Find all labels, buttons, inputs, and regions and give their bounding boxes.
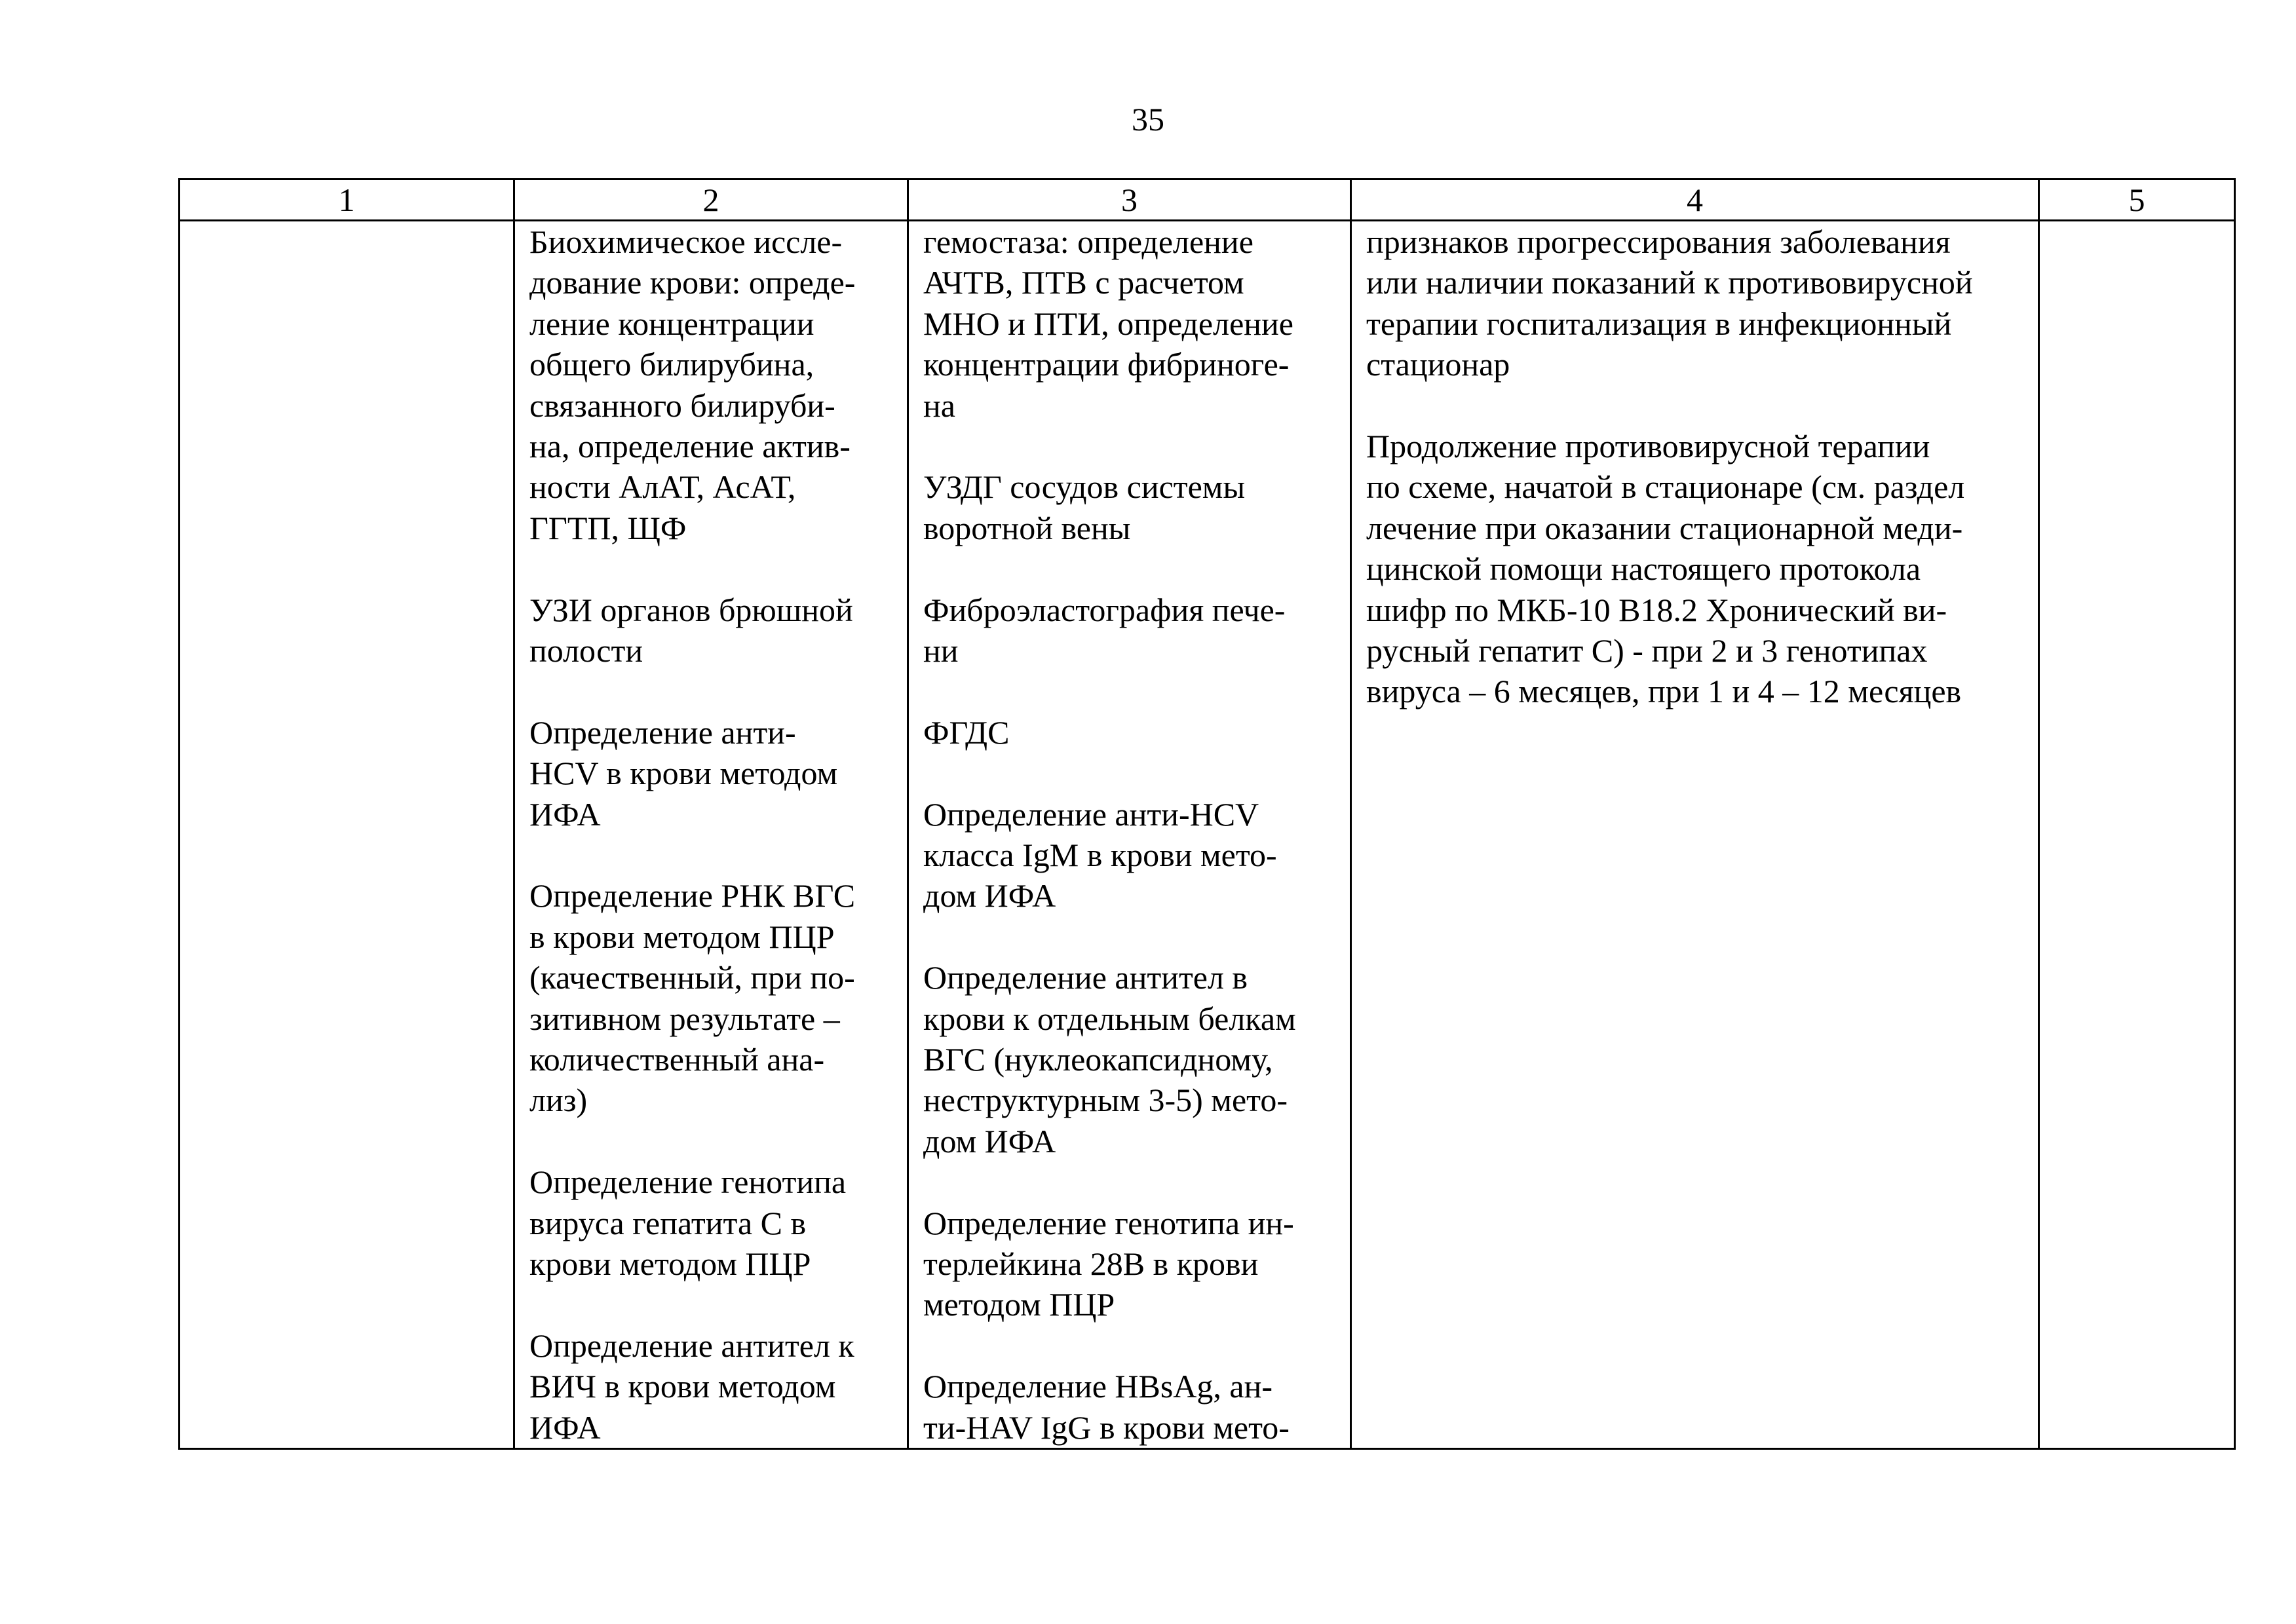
cell-text-line: УЗДГ сосудов системы bbox=[923, 468, 1246, 506]
cell-text-line: количественный ана- bbox=[529, 1041, 825, 1078]
cell-paragraph bbox=[923, 957, 1337, 1161]
cell-paragraph bbox=[529, 221, 894, 548]
cell-text-line: ти-HAV IgG в крови мето- bbox=[923, 1408, 1290, 1446]
cell-text-line: методом ПЦР bbox=[923, 1286, 1115, 1323]
cell-text-line: на, определение актив- bbox=[529, 428, 851, 465]
cell-text-line: гемостаза: определение bbox=[923, 223, 1253, 260]
cell-col-5 bbox=[2039, 221, 2235, 1449]
cell-text-line: Продолжение противовирусной терапии bbox=[1366, 428, 1930, 465]
cell-col-3 bbox=[908, 221, 1351, 1449]
cell-paragraph bbox=[923, 712, 1337, 753]
cell-text-line: УЗИ органов брюшной bbox=[529, 591, 853, 628]
cell-text-line: русный гепатит С) - при 2 и 3 генотипах bbox=[1366, 632, 1928, 670]
cell-text-line: HCV в крови методом bbox=[529, 755, 838, 792]
cell-text-line: связанного билируби- bbox=[529, 387, 835, 424]
cell-text-line: дование крови: опреде- bbox=[529, 264, 856, 301]
cell-text-line: воротной вены bbox=[923, 509, 1131, 546]
cell-paragraph bbox=[923, 221, 1337, 426]
cell-text-line: вируса – 6 месяцев, при 1 и 4 – 12 месяцев bbox=[1366, 673, 1962, 710]
cell-text-line: признаков прогрессирования заболевания bbox=[1366, 223, 1951, 260]
cell-text-line: ление концентрации bbox=[529, 305, 814, 342]
cell-paragraph bbox=[529, 590, 894, 671]
column-header-5: 5 bbox=[2039, 179, 2235, 221]
cell-col-1 bbox=[180, 221, 514, 1449]
cell-text-line: ИФА bbox=[529, 1408, 601, 1446]
cell-text-line: ИФА bbox=[529, 795, 601, 833]
column-header-1: 1 bbox=[180, 179, 514, 221]
cell-text-line: лиз) bbox=[529, 1082, 588, 1119]
cell-text-line: Биохимическое иссле- bbox=[529, 223, 843, 260]
cell-paragraph bbox=[1366, 221, 2025, 385]
cell-paragraph bbox=[529, 712, 894, 835]
cell-text-line: шифр по МКБ-10 В18.2 Хронический ви- bbox=[1366, 591, 1947, 628]
cell-text-line: лечение при оказании стационарной меди- bbox=[1366, 509, 1963, 546]
cell-text-line: терапии госпитализация в инфекционный bbox=[1366, 305, 1952, 342]
cell-paragraph bbox=[923, 590, 1337, 671]
cell-text-line: ности АлАТ, АсАТ, bbox=[529, 468, 796, 506]
cell-text-line: ГГТП, ЩФ bbox=[529, 509, 687, 546]
cell-text-line: стационар bbox=[1366, 346, 1510, 383]
cell-text-line: концентрации фибриноге- bbox=[923, 346, 1290, 383]
cell-text-line: Определение HBsAg, ан- bbox=[923, 1368, 1273, 1405]
cell-paragraph bbox=[923, 1366, 1337, 1448]
cell-text-line: Определение генотипа ин- bbox=[923, 1204, 1294, 1241]
cell-text-line: или наличии показаний к противовирусной bbox=[1366, 264, 1973, 301]
cell-paragraph bbox=[923, 1203, 1337, 1325]
cell-text-line: дом ИФА bbox=[923, 1122, 1056, 1160]
cell-text-line: ни bbox=[923, 632, 959, 670]
cell-text-line: крови методом ПЦР bbox=[529, 1245, 811, 1283]
cell-paragraph bbox=[923, 466, 1337, 548]
page-number: 35 bbox=[1132, 101, 1164, 138]
table-row bbox=[180, 221, 2235, 1449]
cell-text-line: дом ИФА bbox=[923, 877, 1056, 915]
cell-text-line: в крови методом ПЦР bbox=[529, 918, 835, 955]
cell-text-line: ВГС (нуклеокапсидному, bbox=[923, 1041, 1273, 1078]
cell-paragraph bbox=[1366, 426, 2025, 712]
cell-text-line: ФГДС bbox=[923, 713, 1010, 751]
cell-text-line: зитивном результате – bbox=[529, 1000, 840, 1037]
cell-text-line: Определение РНК ВГС bbox=[529, 877, 856, 915]
protocol-table bbox=[178, 178, 2236, 1450]
cell-paragraph bbox=[529, 1325, 894, 1448]
cell-text-line: Определение анти-HCV bbox=[923, 795, 1259, 833]
cell-paragraph bbox=[529, 875, 894, 1120]
cell-text-line: (качественный, при по- bbox=[529, 959, 855, 996]
column-header-2: 2 bbox=[514, 179, 908, 221]
cell-col-4 bbox=[1351, 221, 2039, 1449]
cell-paragraph bbox=[529, 1161, 894, 1284]
cell-text-line: терлейкина 28В в крови bbox=[923, 1245, 1259, 1283]
cell-text-line: ВИЧ в крови методом bbox=[529, 1368, 836, 1405]
cell-paragraph bbox=[923, 794, 1337, 916]
cell-col-2 bbox=[514, 221, 908, 1449]
cell-text-line: класса IgM в крови мето- bbox=[923, 837, 1277, 874]
cell-text-line: АЧТВ, ПТВ с расчетом bbox=[923, 264, 1244, 301]
cell-text-line: общего билирубина, bbox=[529, 346, 814, 383]
cell-text-line: Определение генотипа bbox=[529, 1163, 847, 1201]
cell-text-line: Определение антител в bbox=[923, 959, 1248, 996]
cell-text-line: Определение антител к bbox=[529, 1327, 854, 1364]
cell-text-line: крови к отдельным белкам bbox=[923, 1000, 1296, 1037]
cell-text-line: вируса гепатита С в bbox=[529, 1204, 807, 1241]
cell-text-line: полости bbox=[529, 632, 643, 670]
column-header-4: 4 bbox=[1351, 179, 2039, 221]
cell-text-line: Фиброэластография пече- bbox=[923, 591, 1286, 628]
cell-text-line: на bbox=[923, 387, 955, 424]
cell-text-line: Определение анти- bbox=[529, 713, 796, 751]
cell-text-line: цинской помощи настоящего протокола bbox=[1366, 550, 1921, 588]
column-header-3: 3 bbox=[908, 179, 1351, 221]
cell-text-line: неструктурным 3-5) мето- bbox=[923, 1082, 1288, 1119]
cell-text-line: по схеме, начатой в стационаре (см. раздел bbox=[1366, 468, 1965, 506]
header-row bbox=[180, 179, 2235, 221]
cell-text-line: МНО и ПТИ, определение bbox=[923, 305, 1293, 342]
